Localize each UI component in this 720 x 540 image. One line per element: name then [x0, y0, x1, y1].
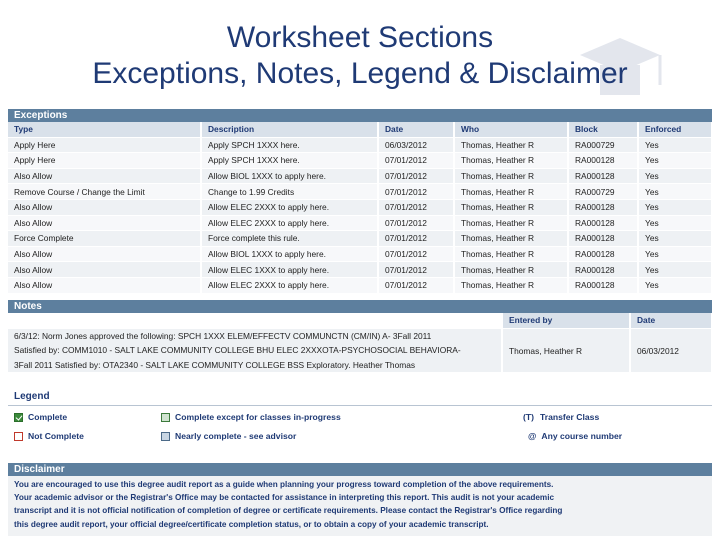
legend-row-2	[8, 428, 712, 447]
col-who: Who	[454, 122, 568, 137]
cell-date: 07/01/2012	[378, 262, 454, 278]
cell-who: Thomas, Heather R	[454, 153, 568, 169]
cell-type: Also Allow	[8, 199, 201, 215]
graduate-watermark-icon	[560, 20, 680, 110]
notes-header-row	[8, 313, 712, 328]
note-text-line1: 6/3/12: Norm Jones approved the following: SPCH 1XXX ELEM/EFFECTV COMMUNCTN (CM/IN) A- 3Fall 2011	[14, 330, 432, 341]
cell-block: RA000128	[568, 262, 638, 278]
cell-description: Allow ELEC 2XXX to apply here.	[201, 199, 378, 215]
cell-enforced: Yes	[638, 184, 712, 200]
cell-type: Remove Course / Change the Limit	[8, 184, 201, 200]
table-row	[8, 262, 712, 278]
exceptions-section	[8, 109, 712, 294]
cell-type: Also Allow	[8, 215, 201, 231]
notes-table	[8, 313, 713, 373]
legend-not-complete-label: Not Complete	[28, 431, 84, 441]
cell-who: Thomas, Heather R	[454, 199, 568, 215]
cell-description: Allow BIOL 1XXX to apply here.	[201, 246, 378, 262]
cell-block: RA000128	[568, 215, 638, 231]
complete-check-icon	[14, 413, 23, 422]
cell-block: RA000729	[568, 184, 638, 200]
table-row	[8, 277, 712, 293]
cell-date: 07/01/2012	[378, 277, 454, 293]
cell-description: Apply SPCH 1XXX here.	[201, 137, 378, 153]
cell-date: 07/01/2012	[378, 168, 454, 184]
cell-type: Also Allow	[8, 277, 201, 293]
cell-description: Force complete this rule.	[201, 231, 378, 247]
notes-section	[8, 300, 712, 373]
legend-title: Legend	[8, 389, 712, 406]
col-date: Date	[378, 122, 454, 137]
legend-nearly-complete	[161, 431, 296, 441]
cell-date: 07/01/2012	[378, 153, 454, 169]
disclaimer-line2: Your academic advisor or the Registrar's Office may be contacted for assistance in interpreting this report. This audit is not your academic	[14, 493, 555, 503]
cell-type: Force Complete	[8, 231, 201, 247]
cell-enforced: Yes	[638, 277, 712, 293]
cell-block: RA000128	[568, 277, 638, 293]
cell-enforced: Yes	[638, 246, 712, 262]
cell-who: Thomas, Heather R	[454, 262, 568, 278]
cell-who: Thomas, Heather R	[454, 246, 568, 262]
legend-not-complete	[14, 431, 84, 441]
legend-section	[8, 389, 712, 447]
legend-transfer	[523, 412, 599, 422]
exceptions-table	[8, 122, 713, 294]
note-text	[8, 328, 502, 373]
table-row	[8, 231, 712, 247]
legend-row-1	[8, 409, 712, 428]
col-enforced: Enforced	[638, 122, 712, 137]
exceptions-title: Exceptions	[8, 109, 712, 122]
cell-enforced: Yes	[638, 199, 712, 215]
cell-date: 07/01/2012	[378, 215, 454, 231]
col-description: Description	[201, 122, 378, 137]
in-progress-icon	[161, 413, 170, 422]
cell-enforced: Yes	[638, 231, 712, 247]
legend-complete-label: Complete	[28, 412, 68, 422]
legend-transfer-label: Transfer Class	[539, 412, 600, 422]
note-entered-by: Thomas, Heather R	[502, 328, 630, 373]
legend-nearly-complete-label: Nearly complete - see advisor	[175, 431, 297, 441]
cell-description: Allow ELEC 1XXX to apply here.	[201, 262, 378, 278]
cell-who: Thomas, Heather R	[454, 231, 568, 247]
cell-description: Change to 1.99 Credits	[201, 184, 378, 200]
cell-block: RA000128	[568, 231, 638, 247]
cell-who: Thomas, Heather R	[454, 168, 568, 184]
legend-complete	[14, 412, 67, 422]
cell-date: 07/01/2012	[378, 199, 454, 215]
cell-type: Also Allow	[8, 262, 201, 278]
cell-description: Allow ELEC 2XXX to apply here.	[201, 277, 378, 293]
cell-who: Thomas, Heather R	[454, 184, 568, 200]
table-row	[8, 199, 712, 215]
col-notes-date: Date	[630, 313, 712, 328]
table-row	[8, 137, 712, 153]
disclaimer-line1: You are encouraged to use this degree audit report as a guide when planning your progress toward completion of the above requirements.	[14, 480, 554, 489]
cell-enforced: Yes	[638, 215, 712, 231]
table-row	[8, 328, 712, 373]
note-text-line2: Satisfied by: COMM1010 - SALT LAKE COMMUNITY COLLEGE BHU ELEC 2XXXOTA-PSYCHOSOCIAL BEHAVIORA-	[14, 345, 461, 356]
cell-who: Thomas, Heather R	[454, 277, 568, 293]
cell-type: Also Allow	[8, 168, 201, 184]
cell-block: RA000128	[568, 199, 638, 215]
disclaimer-line3: transcript and it is not official notification of completion of degree or certificate requirements. Please contact the Registrar's Office regarding	[14, 506, 563, 516]
disclaimer-title: Disclaimer	[8, 463, 712, 476]
col-type: Type	[8, 122, 201, 137]
cell-date: 07/01/2012	[378, 184, 454, 200]
cell-enforced: Yes	[638, 153, 712, 169]
cell-block: RA000729	[568, 137, 638, 153]
cell-who: Thomas, Heather R	[454, 215, 568, 231]
cell-block: RA000128	[568, 246, 638, 262]
col-block: Block	[568, 122, 638, 137]
table-row	[8, 153, 712, 169]
table-row	[8, 246, 712, 262]
cell-description: Allow BIOL 1XXX to apply here.	[201, 168, 378, 184]
disclaimer-text	[8, 476, 712, 536]
cell-type: Apply Here	[8, 153, 201, 169]
col-entered-by: Entered by	[502, 313, 630, 328]
cell-block: RA000128	[568, 153, 638, 169]
slide-title-line1: Worksheet Sections	[226, 21, 494, 54]
disclaimer-section	[8, 463, 712, 536]
transfer-code: (T)	[523, 412, 534, 422]
table-row	[8, 184, 712, 200]
not-complete-box-icon	[14, 432, 23, 441]
cell-enforced: Yes	[638, 168, 712, 184]
at-sign-symbol: @	[528, 431, 537, 441]
cell-type: Apply Here	[8, 137, 201, 153]
table-row	[8, 168, 712, 184]
legend-complete-except	[161, 412, 341, 422]
cell-enforced: Yes	[638, 137, 712, 153]
notes-title: Notes	[8, 300, 712, 313]
exceptions-header-row	[8, 122, 712, 137]
legend-any-course	[528, 431, 622, 441]
cell-date: 07/01/2012	[378, 231, 454, 247]
cell-date: 06/03/2012	[378, 137, 454, 153]
legend-any-course-label: Any course number	[541, 431, 623, 441]
cell-description: Allow ELEC 2XXX to apply here.	[201, 215, 378, 231]
note-date: 06/03/2012	[630, 328, 712, 373]
cell-type: Also Allow	[8, 246, 201, 262]
cell-date: 07/01/2012	[378, 246, 454, 262]
cell-enforced: Yes	[638, 262, 712, 278]
disclaimer-line4: this degree audit report, your official degree/certificate completion status, or to obtain a copy of your academic transcript.	[14, 519, 489, 529]
legend-complete-except-label: Complete except for classes in-progress	[175, 412, 341, 422]
cell-who: Thomas, Heather R	[454, 137, 568, 153]
cell-description: Apply SPCH 1XXX here.	[201, 153, 378, 169]
nearly-complete-icon	[161, 432, 170, 441]
slide-title-line2: Exceptions, Notes, Legend & Disclaimer	[92, 57, 628, 90]
table-row	[8, 215, 712, 231]
cell-block: RA000128	[568, 168, 638, 184]
note-text-line3: 3Fall 2011 Satisfied by: OTA2340 - SALT LAKE COMMUNITY COLLEGE BSS Exploratory. Heather Thomas	[14, 359, 416, 370]
